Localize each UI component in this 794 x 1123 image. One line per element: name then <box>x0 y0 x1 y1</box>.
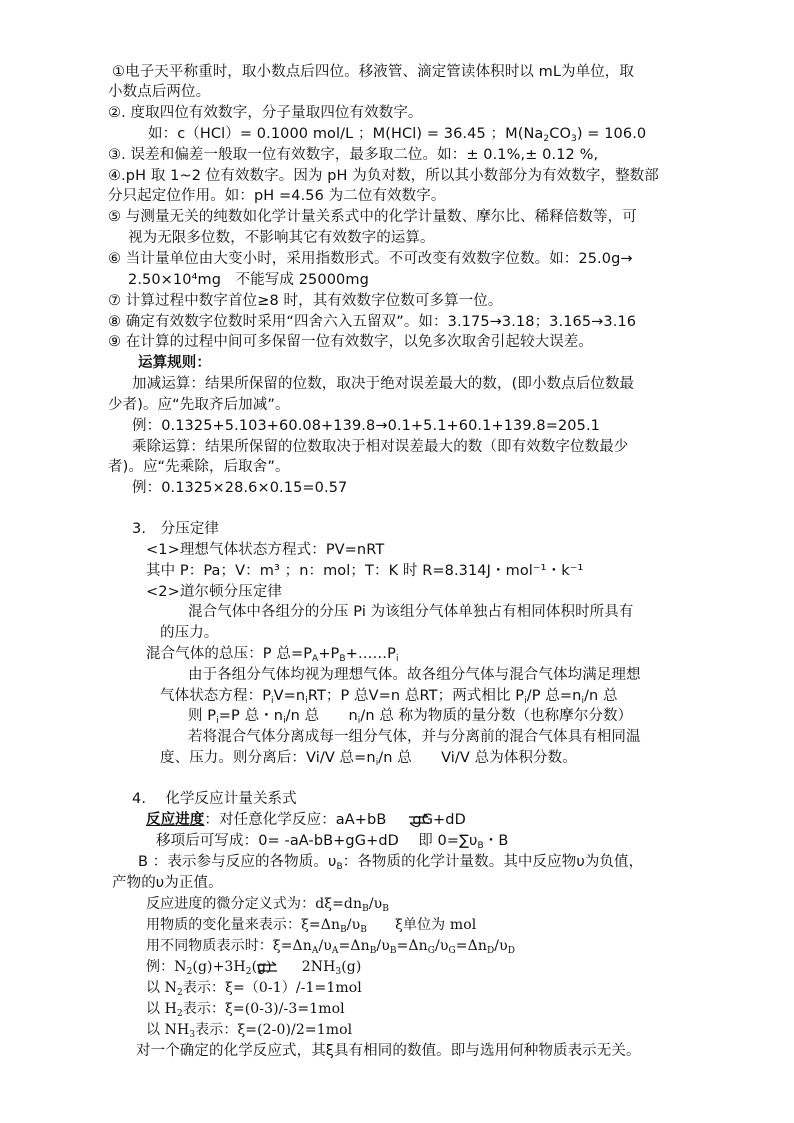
multiplication-rule-line-1: 乘除运算：结果所保留的位数取决于相对误差最大的数（即有效数字位数最少 <box>132 439 629 455</box>
conclusion: 对一个确定的化学反应式，其ξ具有相同的数值。即与选用何种物质表示无关。 <box>136 1043 641 1059</box>
example-h2: 以 $H_2$表示：ξ=(0-3)/-3=1mol <box>146 1001 345 1019</box>
example-nh3: 以 $NH_3$表示：ξ=(2-0)/2=1mol <box>146 1022 353 1040</box>
ideal-gas-equation: <1>理想气体状态方程式：PV=nRT <box>146 542 385 558</box>
differential-definition: 反应进度的微分定义式为：$d\xi=dn_B/\upsilon_B$ <box>146 896 389 914</box>
total-pressure-formula: 混合气体的总压：P 总$=P_A+P_B+\dots\dots P_i$ <box>146 646 399 664</box>
stoichiometric-definition-2: 产物的υ为正值。 <box>112 875 223 891</box>
ideal-gas-assumption: 由于各组分气体均视为理想气体。故各组分气体与混合气体均满足理想 <box>188 667 641 683</box>
rule-2: ②. 度取四位有效数字，分子量取四位有效数字。 <box>108 105 423 121</box>
section-4-heading: 4. 化学反应计量关系式 <box>132 791 297 807</box>
rule-5-line-2: 视为无限多位数，不影响其它有效数字的运算。 <box>128 230 435 246</box>
dalton-law-heading: <2>道尔顿分压定律 <box>146 584 283 600</box>
addition-rule-line-2: 少者)。应“先取齐后加减”。 <box>108 397 290 413</box>
change-definition: 用物质的变化量来表示：$\xi=\Delta n_B/\upsilon_B$ ξ单位为 mol <box>146 917 477 935</box>
rule-4-line-2: 分只起定位作用。如：pH =4.56 为二位有效数字。 <box>108 188 446 204</box>
state-equation-comparison: 气体状态方程：$P_iV=n_iRT$；P 总V=n 总RT；两式相比 $P_i/P$ 总$=n_i/n$ 总 <box>160 688 618 706</box>
rule-4-line-1: ④.pH 取 1~2 位有效数字。因为 pH 为负对数，所以其小数部分为有效数字，整数部 <box>108 168 659 184</box>
rule-6-line-1: ⑥ 当计量单位由大变小时，采用指数形式。不可改变有效数字位数。如：25.0g→ <box>108 251 633 267</box>
rule-5-line-1: ⑤ 与测量无关的纯数如化学计量关系式中的化学计量数、摩尔比、稀释倍数等，可 <box>108 209 637 225</box>
addition-rule-line-1: 加减运算：结果所保留的位数，取决于绝对误差最大的数，(即小数点后位数最 <box>132 376 635 392</box>
rearranged-equation: 移项后可写成：0= -aA-bB+gG+dD 即 $0=\sum\upsilon_B$・B <box>156 833 509 851</box>
multiplication-example: 例：0.1325×28.6×0.15=0.57 <box>132 480 348 496</box>
multi-species-definition: 用不同物质表示时：$\xi=\Delta n_A/\upsilon_A=\Delta n_B/\upsilon_B=\Delta n_G/\upsilon_G=\Delta n_D/\upsilon_D$ <box>146 938 516 956</box>
rule-1-line-2: 小数点后两位。 <box>108 84 211 100</box>
rule-1-line-1: ①电子天平称重时，取小数点后四位。移液管、滴定管读体积时以 mL为单位，取 <box>112 64 635 80</box>
volume-fraction-line-1: 若将混合气体分离成每一组分气体，并与分离前的混合气体具有相同温 <box>188 729 641 745</box>
section-3-heading: 3. 分压定律 <box>132 521 220 537</box>
double-arrow-icon <box>256 961 278 975</box>
reaction-extent-line: 反应进度：对任意化学反应：aA+bB gG+dD <box>146 812 466 828</box>
mole-fraction-formula: 则 $P_i=P$ 总・$n_i/n$ 总 $n_i/n$ 总 称为物质的量分数（也称摩尔分数） <box>188 708 633 726</box>
unit-definitions: 其中 P：Pa；V：m³ ；n：mol；T：K 时 R=8.314J・mol⁻¹・k⁻¹ <box>146 563 584 579</box>
stoichiometric-definition-1: B ：表示参与反应的各物质。$\upsilon_B$：各物质的化学计量数。其中反应物υ为负值， <box>138 854 644 872</box>
rule-6-line-2: 2.50×10⁴mg 不能写成 25000mg <box>128 272 369 288</box>
example-reaction: 例：$N_2(g)+3H_2(g)$ $2NH_3(g)$ <box>146 959 362 977</box>
double-arrow-icon <box>408 813 430 827</box>
rule-9: ⑨ 在计算的过程中间可多保留一位有效数字，以免多次取舍引起较大误差。 <box>108 334 594 350</box>
rule-7: ⑦ 计算过程中数字首位≥8 时，其有效数字位数可多算一位。 <box>108 293 503 309</box>
rule-8: ⑧ 确定有效数字位数时采用“四舍六入五留双”。如：3.175→3.18；3.165→3.16 <box>108 314 637 330</box>
addition-example: 例：0.1325+5.103+60.08+139.8→0.1+5.1+60.1+139.8=205.1 <box>132 418 600 434</box>
volume-fraction-line-2: 度、压力。则分离后：Vi/V 总$=n_i/n$ 总 Vi/V 总为体积分数。 <box>160 750 577 768</box>
partial-pressure-definition-1: 混合气体中各组分的分压 Pi 为该组分气体单独占有相同体积时所具有 <box>188 604 634 620</box>
rule-3: ③. 误差和偏差一般取一位有效数字，最多取二位。如：± 0.1%,± 0.12 %, <box>108 147 599 163</box>
partial-pressure-definition-2: 的压力。 <box>160 625 219 641</box>
rule-2-example: 如：c（HCl）= 0.1000 mol/L ；M(HCl) = 36.45 ；$M(Na_2CO_3) = 106.0$ <box>148 126 647 144</box>
multiplication-rule-line-2: 者)。应“先乘除，后取舍”。 <box>108 459 290 475</box>
operation-rules-heading: 运算规则： <box>138 355 211 371</box>
example-n2: 以 $N_2$表示：ξ=（0-1）/-1=1mol <box>146 980 362 998</box>
